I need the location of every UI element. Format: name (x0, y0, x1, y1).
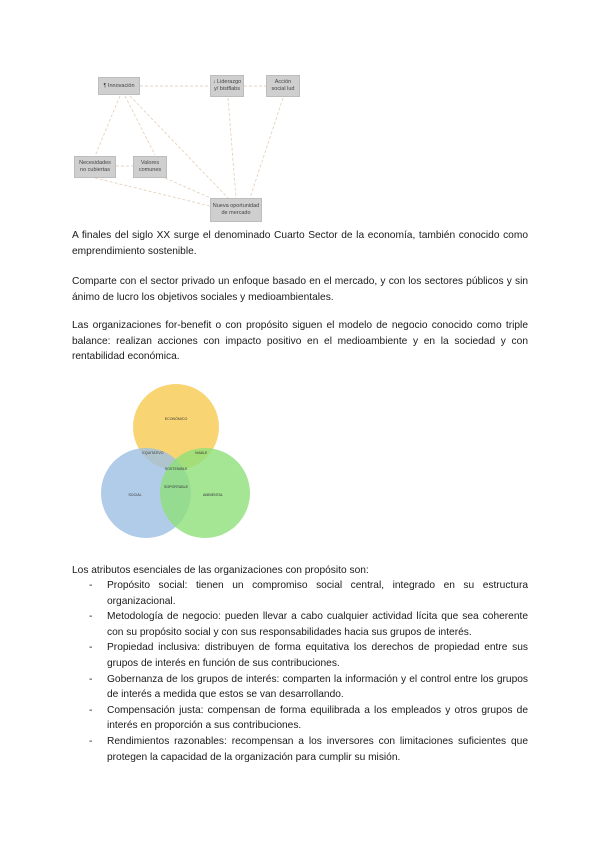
node-market-opportunity: Nueva oportunidad de mercado (210, 198, 262, 222)
label-social: SOCIAL (128, 493, 142, 497)
label-environmental: AMBIENTAL (202, 493, 224, 497)
list-item: - Gobernanza de los grupos de interés: comparten la información y el control entre los grupos de interés a medida que estos se van desarrollando. (89, 673, 528, 701)
node-innovation: ¶ Innovación (98, 77, 140, 95)
list-item: - Metodología de negocio: pueden llevar a cabo cualquier actividad lícita que sea coherente con su propósito social y con sus responsabilidades hacia sus grupos de interés. (89, 611, 528, 638)
label-economic: ECONÓMICO (164, 417, 188, 421)
paragraph-fourth-sector: A finales del siglo XX surge el denominado Cuarto Sector de la economía, también conocido como emprendimiento sostenible. (72, 230, 528, 257)
list-item: - Propiedad inclusiva: distribuyen de forma equitativa los derechos de propiedad entre sus grupos de interés en función de sus contribuciones. (89, 642, 528, 669)
attributes-list (72, 578, 528, 765)
node-leadership: ↓ Liderazgo y/ bistflabs (210, 75, 244, 97)
attributes-intro: Los atributos esenciales de las organizaciones con propósito son: (72, 565, 369, 576)
node-social-action: Acción social lud (266, 75, 300, 97)
list-item: - Rendimientos razonables: recompensan a los inversores con limitaciones suficientes que protegen la capacidad de la organización para cumplir su misión. (89, 735, 528, 763)
label-sustainable: SOSTENIBLE (164, 467, 188, 471)
node-unmet-needs: Necesidades no cubiertas (74, 156, 116, 178)
label-viable: VIABLE (194, 451, 208, 455)
list-item: - Propósito social: tienen un compromiso social central, integrado en su estructura organizacional. (89, 580, 528, 607)
list-item: - Compensación justa: compensan de forma equilibrada a los empleados y otros grupos de interés en proporción a sus contribuciones. (89, 704, 528, 732)
label-bearable: SOPORTABLE (163, 485, 189, 489)
paragraph-shared-approach: Comparte con el sector privado un enfoque basado en el mercado, y con los sectores públicos y sin ánimo de lucro los objetivos sociales y medioambientales. (72, 276, 528, 303)
paragraph-triple-balance: Las organizaciones for-benefit o con propósito siguen el modelo de negocio conocido como triple balance: realizan acciones con impacto positivo en el medioambiente y en la sociedad y con rentabilidad económica. (72, 320, 528, 363)
node-shared-values: Valores comunes (133, 156, 167, 178)
label-equitable: EQUITATIVO (142, 451, 164, 455)
